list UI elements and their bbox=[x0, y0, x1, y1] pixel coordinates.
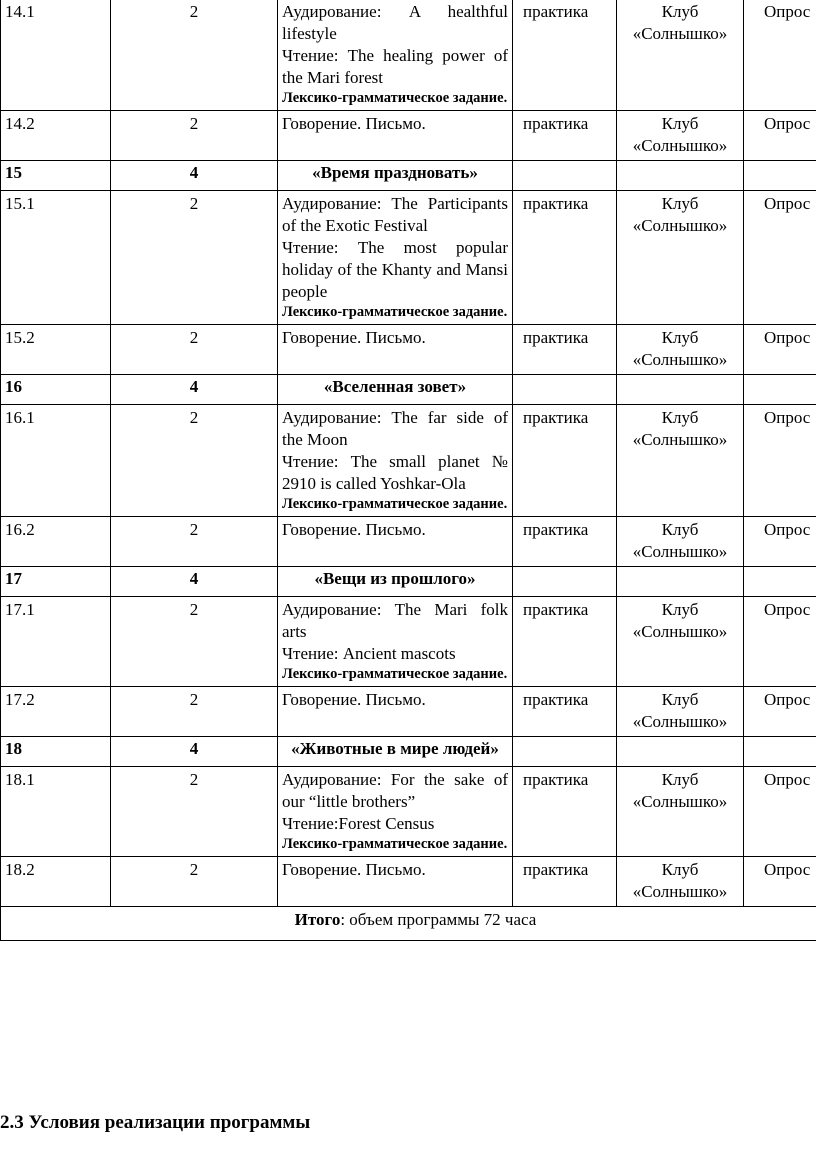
lesson-topic bbox=[278, 857, 513, 907]
lesson-row bbox=[1, 405, 816, 517]
empty-cell bbox=[513, 567, 617, 597]
lesson-control: Опрос bbox=[744, 405, 816, 517]
section-title: «Животные в мире людей» bbox=[278, 737, 513, 767]
section-title: «Вещи из прошлого» bbox=[278, 567, 513, 597]
lesson-control: Опрос bbox=[744, 0, 816, 111]
lesson-hours: 2 bbox=[111, 857, 278, 907]
topic-line: Чтение:Forest Census bbox=[282, 814, 435, 833]
lesson-hours: 2 bbox=[111, 687, 278, 737]
lesson-row bbox=[1, 111, 816, 161]
topic-line: Говорение. Письмо. bbox=[282, 860, 426, 879]
lesson-control: Опрос bbox=[744, 325, 816, 375]
section-row bbox=[1, 737, 816, 767]
section-number: 15 bbox=[1, 161, 111, 191]
lesson-place: Клуб «Солнышко» bbox=[617, 687, 744, 737]
lesson-form: практика bbox=[513, 325, 617, 375]
section-hours: 4 bbox=[111, 737, 278, 767]
lesson-topic bbox=[278, 517, 513, 567]
lesson-place: Клуб «Солнышко» bbox=[617, 597, 744, 687]
topic-line: Чтение: The small planet № 2910 is called Yoshkar-Ola bbox=[282, 452, 508, 493]
lesson-place: Клуб «Солнышко» bbox=[617, 111, 744, 161]
empty-cell bbox=[513, 737, 617, 767]
lesson-place: Клуб «Солнышко» bbox=[617, 767, 744, 857]
lesson-hours: 2 bbox=[111, 111, 278, 161]
topic-grammar-task: Лексико-грамматическое задание. bbox=[282, 90, 508, 106]
lesson-number: 17.2 bbox=[1, 687, 111, 737]
empty-cell bbox=[617, 567, 744, 597]
lesson-place: Клуб «Солнышко» bbox=[617, 405, 744, 517]
total-text: : объем программы 72 часа bbox=[340, 910, 537, 929]
empty-cell bbox=[744, 161, 816, 191]
lesson-place: Клуб «Солнышко» bbox=[617, 857, 744, 907]
lesson-place: Клуб «Солнышко» bbox=[617, 191, 744, 325]
lesson-control: Опрос bbox=[744, 857, 816, 907]
empty-cell bbox=[744, 737, 816, 767]
empty-cell bbox=[744, 375, 816, 405]
empty-cell bbox=[513, 161, 617, 191]
topic-line: Говорение. Письмо. bbox=[282, 520, 426, 539]
section-hours: 4 bbox=[111, 161, 278, 191]
lesson-form: практика bbox=[513, 405, 617, 517]
empty-cell bbox=[744, 567, 816, 597]
topic-line: Говорение. Письмо. bbox=[282, 690, 426, 709]
empty-cell bbox=[617, 375, 744, 405]
lesson-topic bbox=[278, 405, 513, 517]
lesson-hours: 2 bbox=[111, 517, 278, 567]
lesson-place: Клуб «Солнышко» bbox=[617, 325, 744, 375]
lesson-form: практика bbox=[513, 857, 617, 907]
lesson-control: Опрос bbox=[744, 111, 816, 161]
topic-line: Чтение: Ancient mascots bbox=[282, 644, 456, 663]
total-cell bbox=[1, 907, 816, 941]
topic-grammar-task: Лексико-грамматическое задание. bbox=[282, 666, 508, 682]
lesson-number: 15.1 bbox=[1, 191, 111, 325]
section-hours: 4 bbox=[111, 375, 278, 405]
lesson-topic bbox=[278, 0, 513, 111]
lesson-number: 14.1 bbox=[1, 0, 111, 111]
section-row bbox=[1, 567, 816, 597]
section-number: 18 bbox=[1, 737, 111, 767]
topic-line: Аудирование: The Participants of the Exotic Festival bbox=[282, 194, 508, 235]
lesson-row bbox=[1, 0, 816, 111]
lesson-form: практика bbox=[513, 767, 617, 857]
lesson-row bbox=[1, 191, 816, 325]
section-number: 17 bbox=[1, 567, 111, 597]
lesson-form: практика bbox=[513, 687, 617, 737]
topic-line: Аудирование: The Mari folk arts bbox=[282, 600, 508, 641]
lesson-control: Опрос bbox=[744, 517, 816, 567]
curriculum-table-body bbox=[1, 0, 816, 907]
topic-line: Чтение: The most popular holiday of the Khanty and Mansi people bbox=[282, 238, 508, 301]
lesson-number: 18.2 bbox=[1, 857, 111, 907]
lesson-topic bbox=[278, 191, 513, 325]
lesson-topic bbox=[278, 767, 513, 857]
lesson-row bbox=[1, 687, 816, 737]
lesson-row bbox=[1, 767, 816, 857]
lesson-topic bbox=[278, 687, 513, 737]
section-title: «Время праздновать» bbox=[278, 161, 513, 191]
lesson-row bbox=[1, 857, 816, 907]
lesson-number: 16.2 bbox=[1, 517, 111, 567]
lesson-hours: 2 bbox=[111, 0, 278, 111]
section-row bbox=[1, 161, 816, 191]
lesson-hours: 2 bbox=[111, 191, 278, 325]
total-row bbox=[1, 907, 816, 941]
lesson-control: Опрос bbox=[744, 767, 816, 857]
lesson-row bbox=[1, 597, 816, 687]
lesson-hours: 2 bbox=[111, 325, 278, 375]
topic-line: Аудирование: A healthful lifestyle bbox=[282, 2, 508, 43]
topic-grammar-task: Лексико-грамматическое задание. bbox=[282, 304, 508, 320]
topic-line: Говорение. Письмо. bbox=[282, 114, 426, 133]
section-heading: 2.3 Условия реализации программы bbox=[0, 1112, 311, 1133]
lesson-control: Опрос bbox=[744, 191, 816, 325]
lesson-number: 18.1 bbox=[1, 767, 111, 857]
lesson-place: Клуб «Солнышко» bbox=[617, 0, 744, 111]
lesson-number: 16.1 bbox=[1, 405, 111, 517]
empty-cell bbox=[617, 737, 744, 767]
total-label: Итого bbox=[294, 910, 341, 929]
topic-line: Говорение. Письмо. bbox=[282, 328, 426, 347]
section-row bbox=[1, 375, 816, 405]
lesson-control: Опрос bbox=[744, 597, 816, 687]
lesson-topic bbox=[278, 111, 513, 161]
topic-grammar-task: Лексико-грамматическое задание. bbox=[282, 836, 508, 852]
lesson-row bbox=[1, 325, 816, 375]
lesson-form: практика bbox=[513, 111, 617, 161]
topic-line: Аудирование: For the sake of our “little brothers” bbox=[282, 770, 508, 811]
lesson-row bbox=[1, 517, 816, 567]
lesson-hours: 2 bbox=[111, 767, 278, 857]
lesson-topic bbox=[278, 325, 513, 375]
topic-line: Чтение: The healing power of the Mari forest bbox=[282, 46, 508, 87]
lesson-place: Клуб «Солнышко» bbox=[617, 517, 744, 567]
empty-cell bbox=[513, 375, 617, 405]
section-number: 16 bbox=[1, 375, 111, 405]
lesson-number: 14.2 bbox=[1, 111, 111, 161]
empty-cell bbox=[617, 161, 744, 191]
section-title: «Вселенная зовет» bbox=[278, 375, 513, 405]
lesson-form: практика bbox=[513, 517, 617, 567]
lesson-form: практика bbox=[513, 597, 617, 687]
lesson-hours: 2 bbox=[111, 597, 278, 687]
section-hours: 4 bbox=[111, 567, 278, 597]
topic-line: Аудирование: The far side of the Moon bbox=[282, 408, 508, 449]
lesson-hours: 2 bbox=[111, 405, 278, 517]
lesson-form: практика bbox=[513, 191, 617, 325]
lesson-number: 15.2 bbox=[1, 325, 111, 375]
lesson-number: 17.1 bbox=[1, 597, 111, 687]
lesson-form: практика bbox=[513, 0, 617, 111]
topic-grammar-task: Лексико-грамматическое задание. bbox=[282, 496, 508, 512]
lesson-control: Опрос bbox=[744, 687, 816, 737]
lesson-topic bbox=[278, 597, 513, 687]
